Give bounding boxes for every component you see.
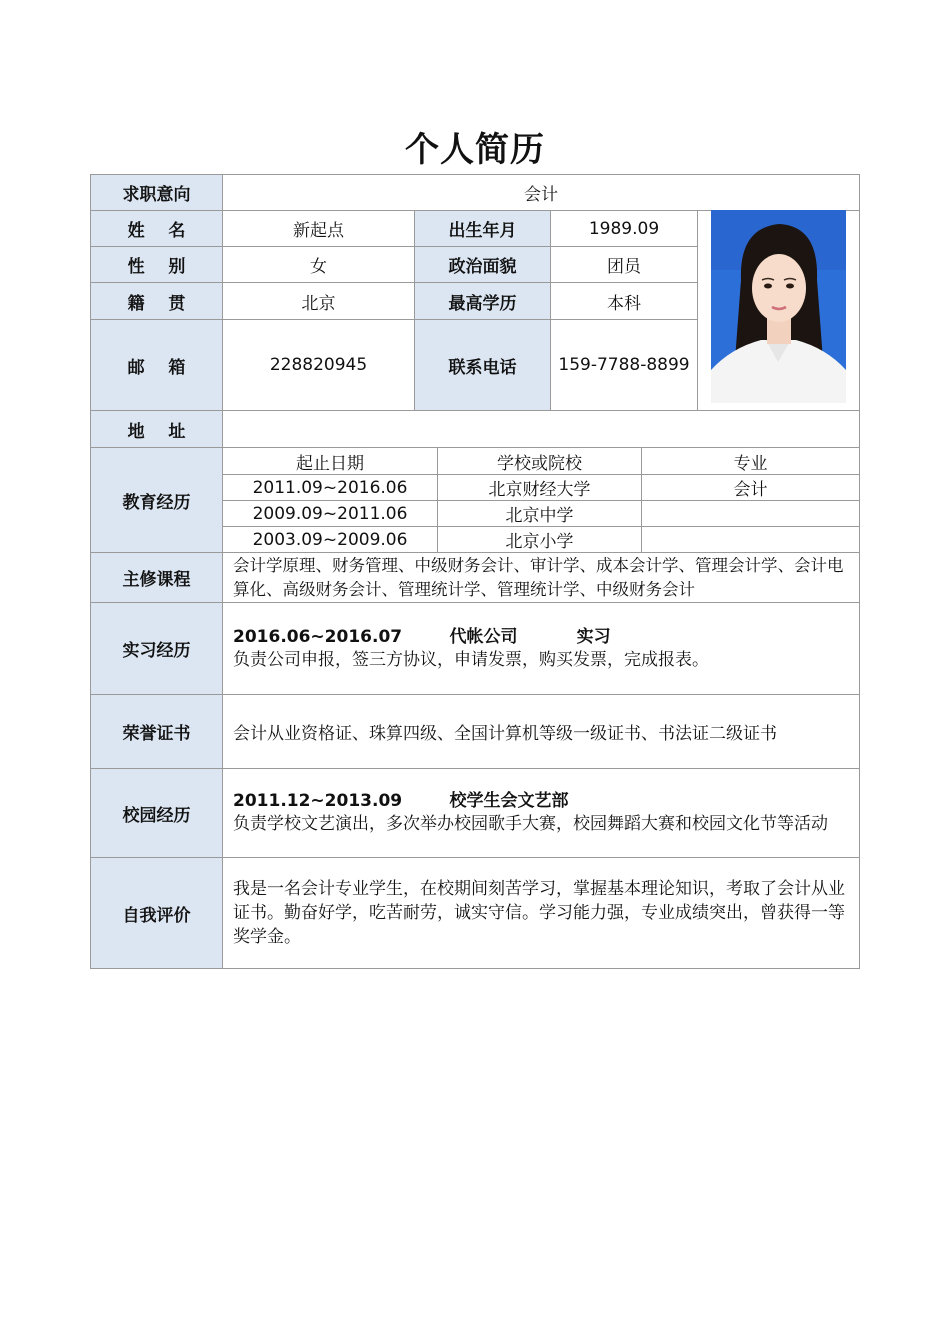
label-internship: 实习经历: [91, 603, 223, 695]
label-email: 邮 箱: [91, 320, 223, 411]
value-self-eval: 我是一名会计专业学生，在校期间刻苦学习，掌握基本理论知识，考取了会计从业证书。勤奋好学，吃苦耐劳，诚实守信。学习能力强，专业成绩突出，曾获得一等奖学金。: [223, 858, 860, 969]
edu-row-1-major: 会计: [642, 475, 860, 501]
value-birth: 1989.09: [551, 211, 698, 247]
campus-body: 负责学校文艺演出，多次举办校园歌手大赛，校园舞蹈大赛和校园文化节等活动: [233, 814, 828, 834]
label-intent: 求职意向: [91, 175, 223, 211]
internship-head: 2016.06~2016.07 代帐公司 实习: [233, 626, 611, 647]
edu-header-major: 专业: [642, 448, 860, 475]
value-email: 228820945: [223, 320, 415, 411]
edu-row-2-school: 北京中学: [438, 501, 642, 527]
internship-block: [223, 603, 860, 695]
edu-row-3-date: 2003.09~2009.06: [223, 527, 438, 553]
value-honors: 会计从业资格证、珠算四级、全国计算机等级一级证书、书法证二级证书: [223, 695, 860, 769]
value-origin: 北京: [223, 283, 415, 320]
value-address: [223, 411, 860, 448]
label-address: 地 址: [91, 411, 223, 448]
label-phone: 联系电话: [415, 320, 551, 411]
portrait-photo: [711, 210, 846, 403]
label-education: 教育经历: [91, 448, 223, 553]
label-honors: 荣誉证书: [91, 695, 223, 769]
edu-row-2-major: [642, 501, 860, 527]
value-intent: 会计: [223, 175, 860, 211]
edu-row-1-date: 2011.09~2016.06: [223, 475, 438, 501]
label-gender: 性 别: [91, 247, 223, 283]
edu-header-date: 起止日期: [223, 448, 438, 475]
value-courses: 会计学原理、财务管理、中级财务会计、审计学、成本会计学、管理会计学、会计电算化、高级财务会计、管理统计学、管理统计学、中级财务会计: [223, 553, 860, 603]
edu-row-1-school: 北京财经大学: [438, 475, 642, 501]
label-degree: 最高学历: [415, 283, 551, 320]
edu-row-3-school: 北京小学: [438, 527, 642, 553]
label-origin: 籍 贯: [91, 283, 223, 320]
label-political: 政治面貌: [415, 247, 551, 283]
label-birth: 出生年月: [415, 211, 551, 247]
edu-row-3-major: [642, 527, 860, 553]
campus-block: [223, 769, 860, 858]
value-phone: 159-7788-8899: [551, 320, 698, 411]
label-self-eval: 自我评价: [91, 858, 223, 969]
label-campus: 校园经历: [91, 769, 223, 858]
internship-body: 负责公司申报，签三方协议，申请发票，购买发票，完成报表。: [233, 649, 709, 670]
edu-header-school: 学校或院校: [438, 448, 642, 475]
label-courses: 主修课程: [91, 553, 223, 603]
campus-head: 2011.12~2013.09 校学生会文艺部: [233, 791, 569, 811]
value-gender: 女: [223, 247, 415, 283]
edu-row-2-date: 2009.09~2011.06: [223, 501, 438, 527]
value-political: 团员: [551, 247, 698, 283]
value-name: 新起点: [223, 211, 415, 247]
value-degree: 本科: [551, 283, 698, 320]
page-title: 个人简历: [405, 130, 545, 170]
label-name: 姓 名: [91, 211, 223, 247]
portrait-icon: [711, 210, 846, 403]
